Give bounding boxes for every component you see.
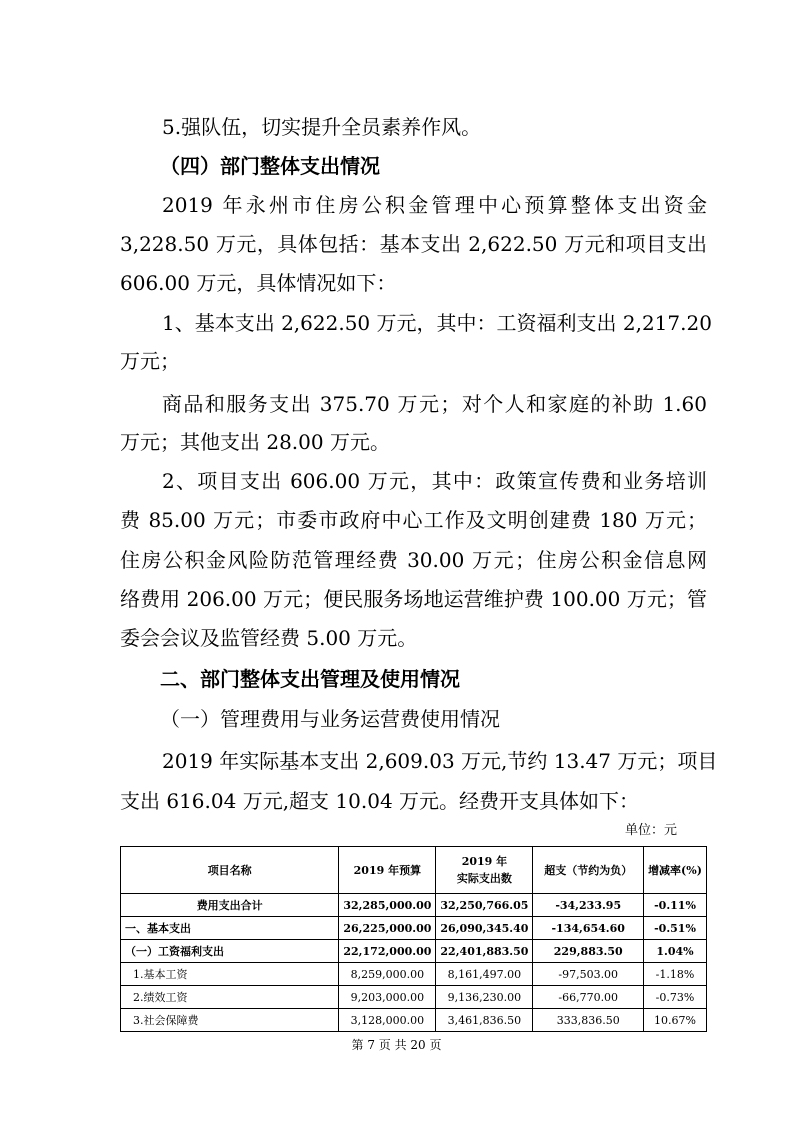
table-cell: 22,401,883.50 (436, 940, 533, 963)
table-cell: 1.基本工资 (121, 963, 339, 986)
expenditure-table (120, 846, 707, 1032)
table-cell: -1.18% (644, 963, 707, 986)
table-cell: 10.67% (644, 1009, 707, 1032)
table-cell: -0.11% (644, 894, 707, 917)
table-cell: 2.绩效工资 (121, 986, 339, 1009)
table-cell: 26,090,345.40 (436, 917, 533, 940)
table-cell: 3,461,836.50 (436, 1009, 533, 1032)
table-cell: 333,836.50 (533, 1009, 644, 1032)
table-cell: 32,250,766.05 (436, 894, 533, 917)
table-cell: 8,161,497.00 (436, 963, 533, 986)
table-cell: 26,225,000.00 (339, 917, 436, 940)
table-cell: 一、基本支出 (121, 917, 339, 940)
paragraph-line: 606.00 万元，具体情况如下： (120, 271, 397, 295)
table-cell: -0.73% (644, 986, 707, 1009)
paragraph-line: 1、基本支出 2,622.50 万元，其中：工资福利支出 2,217.20 (162, 311, 712, 335)
table-cell: 3.社会保障费 (121, 1009, 339, 1032)
table-cell: 8,259,000.00 (339, 963, 436, 986)
table-row (121, 917, 707, 940)
table-cell: 9,136,230.00 (436, 986, 533, 1009)
table-cell: -97,503.00 (533, 963, 644, 986)
section-heading-overall-expenditure: （四）部门整体支出情况 (160, 154, 380, 178)
table-cell: （一）工资福利支出 (121, 940, 339, 963)
subsection-heading-management-fees: （一）管理费用与业务运营费使用情况 (160, 707, 500, 731)
page-footer: 第 7 页 共 20 页 (351, 1038, 442, 1052)
table-cell: 32,285,000.00 (339, 894, 436, 917)
paragraph-line: 2019 年实际基本支出 2,609.03 万元,节约 13.47 万元；项目 (162, 749, 718, 773)
table-cell: -0.51% (644, 917, 707, 940)
column-header-change-rate: 增减率(%) (644, 847, 707, 894)
paragraph-line: 万元；其他支出 28.00 万元。 (120, 430, 390, 454)
paragraph-line: 2019 年永州市住房公积金管理中心预算整体支出资金 (162, 193, 707, 217)
table-row (121, 963, 707, 986)
paragraph-line: 2、项目支出 606.00 万元，其中：政策宣传费和业务培训 (162, 469, 707, 493)
table-row (121, 894, 707, 917)
paragraph-line: 支出 616.04 万元,超支 10.04 万元。经费开支具体如下： (120, 789, 640, 813)
paragraph-line: 商品和服务支出 375.70 万元；对个人和家庭的补助 1.60 (162, 392, 707, 416)
table-cell: -66,770.00 (533, 986, 644, 1009)
column-header-over-under: 超支（节约为负） (533, 847, 644, 894)
paragraph-line: 住房公积金风险防范管理经费 30.00 万元；住房公积金信息网 (120, 548, 707, 572)
paragraph-line: 费 85.00 万元；市委市政府中心工作及文明创建费 180 万元； (120, 508, 707, 532)
column-header-budget: 2019 年预算 (339, 847, 436, 894)
paragraph-line: 委会会议及监管经费 5.00 万元。 (120, 626, 418, 650)
paragraph-line: 络费用 206.00 万元；便民服务场地运营维护费 100.00 万元；管 (120, 587, 707, 611)
table-cell: 9,203,000.00 (339, 986, 436, 1009)
column-header-item-name: 项目名称 (121, 847, 339, 894)
table-row (121, 1009, 707, 1032)
column-header-actual: 2019 年 实际支出数 (436, 847, 533, 894)
paragraph-line: 3,228.50 万元，具体包括：基本支出 2,622.50 万元和项目支出 (120, 232, 707, 256)
table-row (121, 940, 707, 963)
paragraph-line: 万元； (120, 349, 180, 373)
table-cell: 1.04% (644, 940, 707, 963)
section-heading-management: 二、部门整体支出管理及使用情况 (160, 667, 460, 691)
unit-label: 单位：元 (625, 823, 678, 838)
table-cell: -134,654.60 (533, 917, 644, 940)
table-cell: 229,883.50 (533, 940, 644, 963)
table-header-row (121, 847, 707, 894)
table-cell: 3,128,000.00 (339, 1009, 436, 1032)
table-cell: -34,233.95 (533, 894, 644, 917)
table-row (121, 986, 707, 1009)
paragraph-strengthen-team: 5.强队伍，切实提升全员素养作风。 (162, 115, 482, 139)
table-cell: 22,172,000.00 (339, 940, 436, 963)
table-cell: 费用支出合计 (121, 894, 339, 917)
